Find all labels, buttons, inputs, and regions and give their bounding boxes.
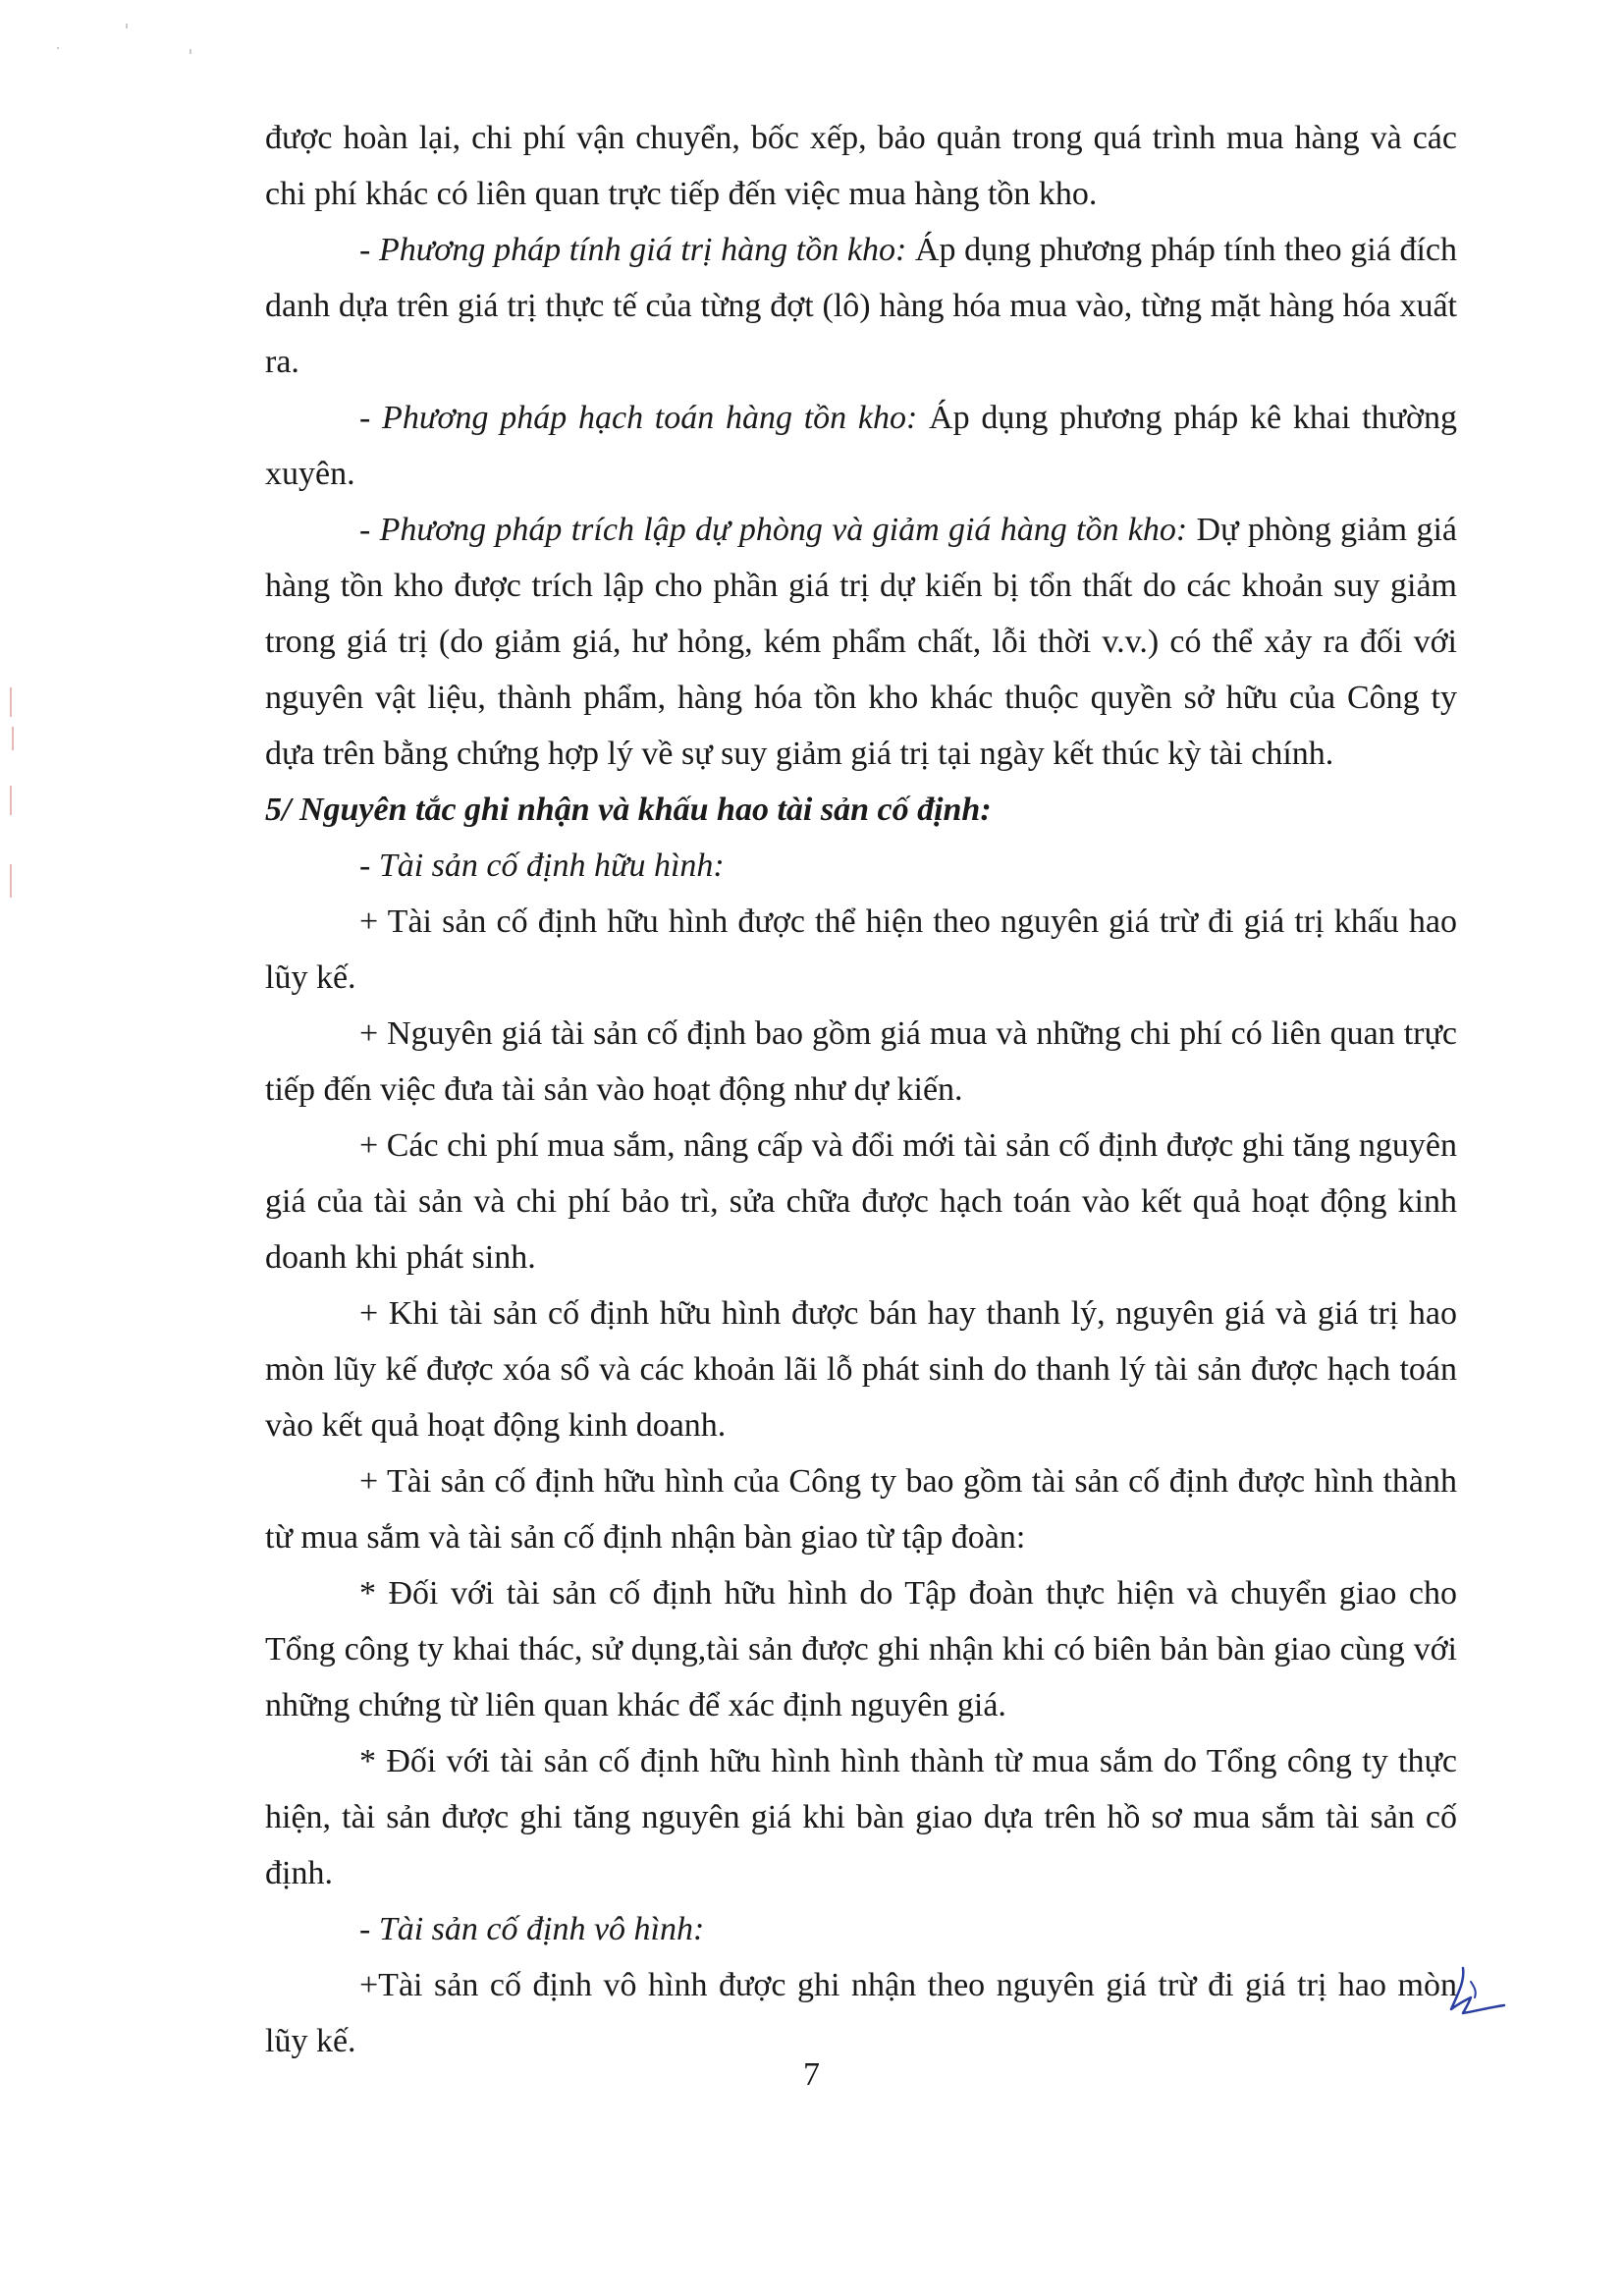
paragraph-text: được hoàn lại, chi phí vận chuyển, bốc xếp, bảo quản trong quá trình mua hàng và các chi phí khác có liên quan trực tiếp đến việc mua hàng tồn kho. (265, 120, 1457, 212)
paragraph-text: Áp dụng phương pháp kê khai thường xuyên. (265, 400, 1457, 492)
paragraph: + Các chi phí mua sắm, nâng cấp và đổi mới tài sản cố định được ghi tăng nguyên giá của tài sản và chi phí bảo trì, sửa chữa được hạch toán vào kết quả hoạt động kinh doanh khi phát sinh. (265, 1127, 1457, 1276)
paragraph: + Tài sản cố định hữu hình được thể hiện theo nguyên giá trừ đi giá trị khấu hao lũy kế. (265, 903, 1457, 996)
paragraph: * Đối với tài sản cố định hữu hình hình thành từ mua sắm do Tổng công ty thực hiện, tài sản được ghi tăng nguyên giá khi bàn giao dựa trên hồ sơ mua sắm tài sản cố định. (265, 1743, 1457, 1891)
paragraph: + Khi tài sản cố định hữu hình được bán hay thanh lý, nguyên giá và giá trị hao mòn lũy kế được xóa sổ và các khoản lãi lỗ phát sinh do thanh lý tài sản được hạch toán vào kết quả hoạt động kinh doanh. (265, 1295, 1457, 1444)
paragraph (265, 110, 1457, 222)
paragraph-lead: - Phương pháp hạch toán hàng tồn kho: (359, 400, 918, 436)
paragraph: +Tài sản cố định vô hình được ghi nhận theo nguyên giá trừ đi giá trị hao mòn lũy kế. (265, 1967, 1457, 2059)
paragraph-lead: - Phương pháp trích lập dự phòng và giảm giá hàng tồn kho: (359, 512, 1188, 548)
subsection-heading: - Tài sản cố định vô hình: (359, 1911, 705, 1947)
paragraph: + Tài sản cố định hữu hình của Công ty bao gồm tài sản cố định được hình thành từ mua sắm và tài sản cố định nhận bàn giao từ tập đoàn: (265, 1463, 1457, 1556)
paragraph-text: Áp dụng phương pháp tính theo giá đích danh dựa trên giá trị thực tế của từng đợt (lô) hàng hóa mua vào, từng mặt hàng hóa xuất ra. (265, 232, 1458, 380)
subsection-heading: - Tài sản cố định hữu hình: (359, 847, 725, 884)
paragraph (265, 502, 1457, 782)
paragraph-lead: - Phương pháp tính giá trị hàng tồn kho: (359, 232, 907, 268)
page-number: 7 (803, 2056, 820, 2093)
paragraph (265, 222, 1457, 390)
paragraph (265, 390, 1457, 502)
paragraph: * Đối với tài sản cố định hữu hình do Tập đoàn thực hiện và chuyển giao cho Tổng công ty khai thác, sử dụng,tài sản được ghi nhận khi có biên bản bàn giao cùng với những chứng từ liên quan khác để xác định nguyên giá. (265, 1575, 1457, 1723)
paragraph: + Nguyên giá tài sản cố định bao gồm giá mua và những chi phí có liên quan trực tiếp đến việc đưa tài sản vào hoạt động như dự kiến. (265, 1015, 1457, 1108)
document-body (265, 110, 1457, 2069)
section-heading: 5/ Nguyên tắc ghi nhận và khấu hao tài sản cố định: (265, 792, 992, 828)
initials-signature-icon (1441, 1962, 1510, 2031)
paragraph-text: Dự phòng giảm giá hàng tồn kho được trích lập cho phần giá trị dự kiến bị tổn thất do các khoản suy giảm trong giá trị (do giảm giá, hư hỏng, kém phẩm chất, lỗi thời v.v.) có thể xảy ra đối với nguyên vật liệu, thành phẩm, hàng hóa tồn kho khác thuộc quyền sở hữu của Công ty dựa trên bằng chứng hợp lý về sự suy giảm giá trị tại ngày kết thúc kỳ tài chính. (265, 512, 1457, 772)
